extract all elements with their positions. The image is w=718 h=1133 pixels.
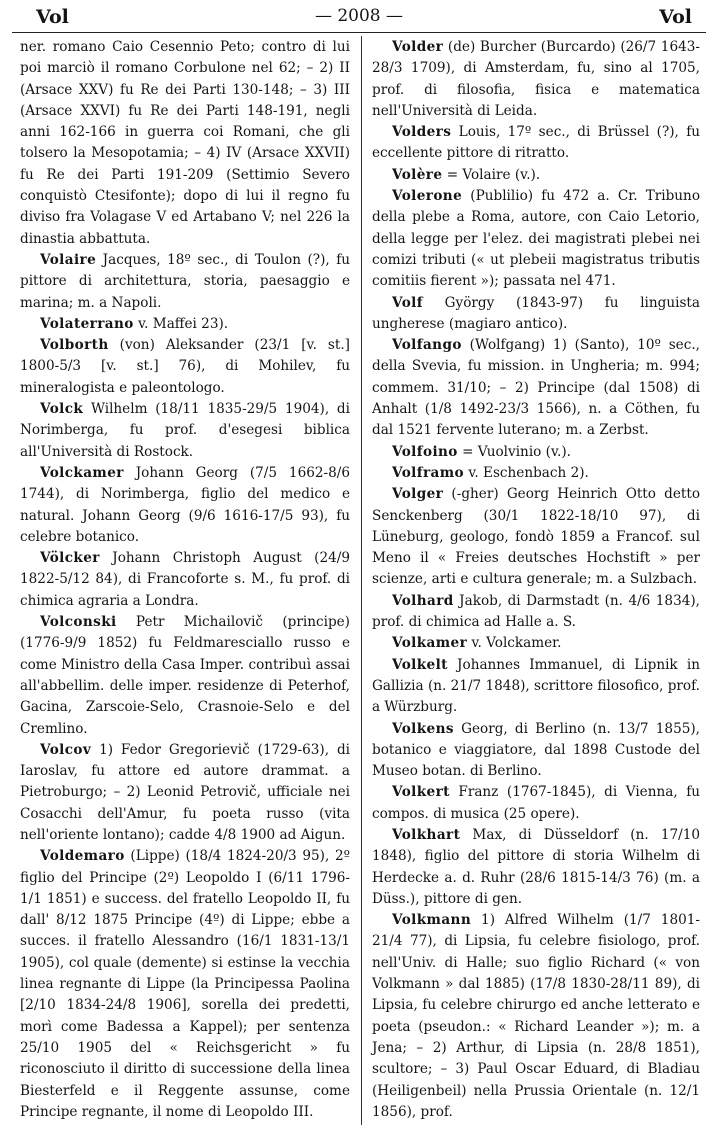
entry-headword: Volkens bbox=[392, 720, 454, 737]
entry-text: Jakob, di Darmstadt (n. 4/6 1834), prof. di chimica ad Halle a. S. bbox=[372, 592, 700, 631]
entry-headword: Volcov bbox=[40, 741, 92, 758]
entry-headword: Volf bbox=[392, 294, 423, 311]
entry-text: Louis, 17º sec., di Brüssel (?), fu eccellente pittore di ritratto. bbox=[372, 124, 700, 162]
dictionary-entry bbox=[372, 655, 700, 719]
entry-text: 1) Alfred Wilhelm (1/7 1801-21/4 77), di Lipsia, fu celebre fisiologo, prof. nell'Univ. di Halle; suo figlio Richard (« von Volkmann » dal 1885) (17/8 1830-28/11 89), di Lipsia, fu celebre chirurgo ed anche letterato e poeta (pseudon.: « Richard Leander »); m. a Jena; – 2) Arthur, di Lipsia (n. 28/8 1851), scultore; – 3) Paul Oscar Eduard, di Bladiau (Heiligenbeil) nella Prussia Orientale (n. 12/1 1856), prof. bbox=[372, 912, 700, 1120]
entry-text: Max, di Düsseldorf (n. 17/10 1848), figlio del pittore di storia Wilhelm di Herdecke a. d. Ruhr (28/6 1815-14/3 76) (m. a Düss.), pittore di gen. bbox=[372, 826, 700, 907]
entry-headword: Volck bbox=[40, 401, 84, 418]
entry-text: v. Volckamer. bbox=[467, 635, 562, 652]
dictionary-entry bbox=[20, 548, 350, 612]
entry-headword: Volger bbox=[392, 486, 444, 503]
entry-text: (de) Burcher (Burcardo) (26/7 1643-28/3 1709), di Amsterdam, fu, sino al 1705, prof. di filosofia, fisica e matematica nell'Università di Leida. bbox=[372, 39, 700, 119]
entry-headword: Volders bbox=[392, 124, 452, 141]
entry-text: Jacques, 18º sec., di Toulon (?), fu pittore di architettura, storia, paesaggio e marina; m. a Napoli. bbox=[20, 251, 350, 311]
right-column bbox=[372, 37, 700, 1123]
dictionary-entry bbox=[372, 293, 700, 336]
dictionary-entry bbox=[20, 250, 350, 314]
entry-text: = Vuolvinio (v.). bbox=[457, 443, 571, 460]
dictionary-entry bbox=[372, 910, 700, 1123]
dictionary-entry bbox=[20, 740, 350, 846]
page-header bbox=[8, 6, 710, 30]
entry-text: Petr Michailovič (principe) (1776-9/9 1852) fu Feldmaresciallo russo e come Ministro della Casa Imper. contribuì assai all'abbellim. delle imper. residenze di Peterhof, Gacina, Zarscoie-Selo, Crasnoie-Selo e del Cremlino. bbox=[20, 614, 350, 737]
entry-headword: Volkhart bbox=[392, 826, 461, 843]
dictionary-entry bbox=[372, 719, 700, 783]
entry-headword: Völcker bbox=[40, 550, 100, 567]
dictionary-entry bbox=[372, 825, 700, 910]
entry-headword: Volframo bbox=[392, 464, 464, 481]
dictionary-entry bbox=[20, 846, 350, 1123]
entry-headword: Volborth bbox=[40, 337, 109, 354]
entry-headword: Volckamer bbox=[40, 464, 124, 481]
entry-text: (Publilio) fu 472 a. Cr. Tribuno della plebe a Roma, autore, con Caio Letorio, della legge per l'elez. dei magistrati plebei nei comizi tributi (« ut plebeii magistratus tributis comitiis fierent »); passata nel 471. bbox=[372, 188, 700, 290]
dictionary-entry bbox=[372, 633, 700, 654]
entry-text: Georg, di Berlino (n. 13/7 1855), botanico e viaggiatore, dal 1898 Custode del Museo botan. di Berlino. bbox=[372, 720, 700, 780]
dictionary-entry bbox=[372, 186, 700, 292]
entry-headword: Volfango bbox=[392, 337, 462, 354]
entry-text: ner. romano Caio Cesennio Peto; contro di lui poi marciò il romano Corbulone nel 62; – 2) II (Arsace XXV) fu Re dei Parti 130-148; – 3) III (Arsace XXVI) fu Re dei Parti 148-191, negli anni 162-166 in guerra coi Romani, che gli tolsero la Mesopotamia; – 4) IV (Arsace XXVII) fu Re dei Parti 191-209 (Settimio Severo conquistò Ctesifonte); dopo di lui il regno fu diviso fra Volagase V ed Artabano V; nel 226 la dinastia abbattuta. bbox=[20, 39, 350, 247]
entry-text: (-gher) Georg Heinrich Otto detto Senckenberg (30/1 1822-18/10 97), di Lüneburg, geologo, fondò 1859 a Francof. sul Meno il « Freies deutsches Hochstift » per scienze, arti e cultura generale; m. a Sulzbach. bbox=[372, 486, 700, 588]
entry-text: v. Eschenbach 2). bbox=[464, 464, 589, 481]
header-right-keyword: Vol bbox=[659, 6, 692, 28]
entry-headword: Volfoino bbox=[392, 443, 458, 460]
dictionary-entry bbox=[372, 591, 700, 634]
entry-headword: Volaterrano bbox=[40, 315, 134, 332]
entry-headword: Volder bbox=[392, 39, 444, 55]
entry-text: = Volaire (v.). bbox=[442, 166, 541, 183]
column-divider bbox=[361, 36, 362, 1125]
dictionary-entry bbox=[20, 37, 350, 250]
dictionary-entry bbox=[20, 314, 350, 335]
dictionary-entry bbox=[20, 399, 350, 463]
entry-text: György (1843-97) fu linguista ungherese (magiaro antico). bbox=[372, 294, 700, 332]
entry-headword: Volkert bbox=[392, 784, 450, 801]
entry-headword: Volère bbox=[392, 166, 443, 183]
header-rule bbox=[12, 32, 706, 33]
dictionary-entry bbox=[372, 165, 700, 186]
entry-text: (von) Aleksander (23/1 [v. st.] 1800-5/3 [v. st.] 76), di Mohilev, fu mineralogista e paleontologo. bbox=[20, 337, 350, 396]
entry-text: Johann Christoph August (24/9 1822-5/12 84), di Francoforte s. M., fu prof. di chimica agraria a Londra. bbox=[20, 550, 350, 609]
page-number: — 2008 — bbox=[314, 6, 404, 26]
dictionary-entry bbox=[372, 782, 700, 825]
entry-text: 1) Fedor Gregorievič (1729-63), di Iaroslav, fu attore ed autore drammat. a Pietroburgo; – 2) Leonid Petrovič, ufficiale nei Cosacchi dell'Amur, fu poeta russo (vita nell'oriente lontano); cadde 4/8 1900 ad Aigun. bbox=[20, 741, 350, 843]
entry-text: (Lippe) (18/4 1824-20/3 95), 2º figlio del Principe (2º) Leopoldo I (6/11 1796-1/1 1851) e success. del fratello Leopoldo II, fu dall' 8/12 1875 Principe (4º) di Lippe; ebbe a succes. il fratello Alessandro (16/1 1831-13/1 1905), col quale (demente) si estinse la vecchia linea regnante di Lippe (la Principessa Paolina [2/10 1834-24/8 1906], sorella dei predetti, morì come Badessa a Kappel); per sentenza 25/10 1905 del « Reichsgericht » fu riconosciuto il diritto di successione della linea Biesterfeld e il Reggente assunse, come Principe regnante, il nome di Leopoldo III. bbox=[20, 848, 350, 1120]
dictionary-entry bbox=[372, 335, 700, 441]
header-left-keyword: Vol bbox=[36, 6, 69, 28]
dictionary-entry bbox=[20, 612, 350, 740]
entry-headword: Volkelt bbox=[392, 656, 448, 673]
entry-text: Johannes Immanuel, di Lipnik in Gallizia (n. 21/7 1848), scrittore filosofico, prof. a Würzburg. bbox=[372, 656, 700, 716]
entry-headword: Volhard bbox=[392, 592, 454, 609]
dictionary-entry bbox=[372, 442, 700, 463]
entry-text: Franz (1767-1845), di Vienna, fu compos. di musica (25 opere). bbox=[372, 784, 700, 822]
entry-headword: Volkamer bbox=[392, 635, 468, 652]
dictionary-entry bbox=[20, 335, 350, 399]
left-column bbox=[20, 37, 350, 1123]
entry-text: Johann Georg (7/5 1662-8/6 1744), di Norimberga, figlio del medico e natural. Johann Georg (9/6 1616-17/5 93), fu celebre botanico. bbox=[20, 464, 350, 545]
entry-headword: Voldemaro bbox=[40, 848, 125, 865]
entry-text: Wilhelm (18/11 1835-29/5 1904), di Norimberga, fu prof. d'esegesi biblica all'Università di Rostock. bbox=[20, 401, 350, 460]
dictionary-entry bbox=[372, 37, 700, 122]
entry-headword: Volkmann bbox=[392, 912, 472, 929]
entry-text: (Wolfgang) 1) (Santo), 10º sec., della Svevia, fu mission. in Ungheria; m. 994; commem. 31/10; – 2) Principe (dal 1508) di Anhalt (1/8 1492-23/3 1566), n. a Cöthen, fu dal 1521 fervente luterano; m. a Zerbst. bbox=[372, 337, 700, 439]
dictionary-entry bbox=[372, 484, 700, 590]
entry-text: v. Maffei 23). bbox=[133, 315, 229, 332]
entry-headword: Volconski bbox=[40, 614, 117, 631]
dictionary-entry bbox=[372, 463, 700, 484]
dictionary-entry bbox=[20, 463, 350, 548]
entry-headword: Volaire bbox=[40, 251, 97, 268]
entry-headword: Volerone bbox=[392, 188, 463, 205]
dictionary-entry bbox=[372, 122, 700, 165]
